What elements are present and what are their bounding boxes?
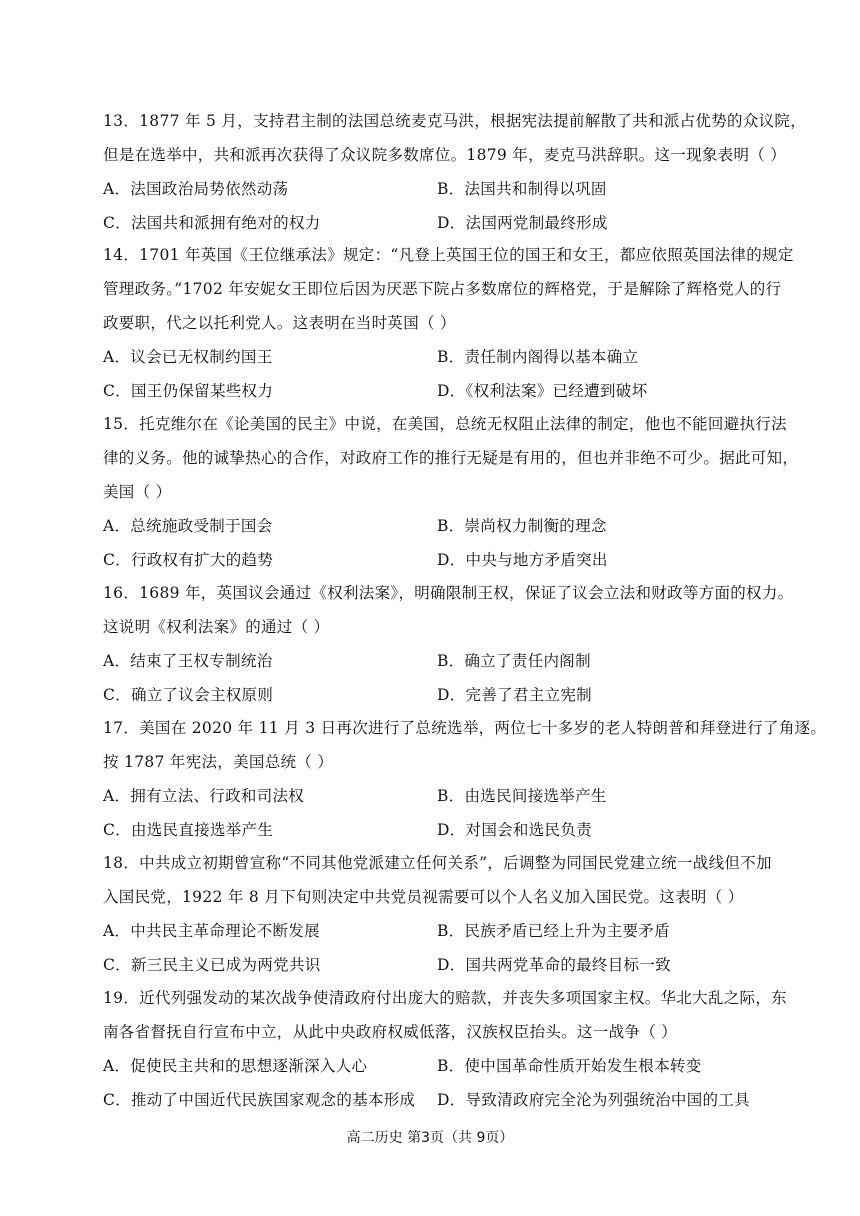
options-row: [103, 779, 763, 813]
question-13: [103, 104, 807, 240]
option-a: A．拥有立法、行政和司法权: [103, 787, 305, 805]
options-row: [103, 678, 763, 712]
question-text-line: 南各省督抚自行宣布中立，从此中央政府权威低落，汉族权臣抬头。这一战争（ ）: [103, 1023, 678, 1041]
option-c: C．行政权有扩大的趋势: [103, 551, 274, 569]
option-b: B．民族矛盾已经上升为主要矛盾: [437, 922, 670, 940]
option-a: A．法国政治局势依然动荡: [103, 180, 289, 198]
options-row: [103, 374, 763, 408]
option-b: B．责任制内阁得以基本确立: [437, 348, 639, 366]
option-a: A．总统施政受制于国会: [103, 517, 273, 535]
question-text-line: 按 1787 年宪法，美国总统（ ）: [103, 753, 334, 771]
option-d: D．《权利法案》已经遭到破坏: [437, 382, 648, 400]
question-text-line: 18．中共成立初期曾宣称“不同其他党派建立任何关系”，后调整为同国民党建立统一战线但不加: [103, 854, 772, 872]
question-text-line: 这说明《权利法案》的通过（ ）: [103, 618, 330, 636]
options-row: [103, 813, 763, 847]
option-c: C．由选民直接选举产生: [103, 821, 274, 839]
question-text-line: 入国民党，1922 年 8 月下旬则决定中共党员视需要可以个人名义加入国民党。这表明（ ）: [103, 888, 744, 906]
question-18: [103, 846, 772, 982]
option-a: A．结束了王权专制统治: [103, 652, 273, 670]
options-row: [103, 1049, 763, 1083]
question-text-line: 但是在选举中，共和派再次获得了众议院多数席位。1879 年，麦克马洪辞职。这一现象表明（ ）: [103, 146, 787, 164]
question-text-line: 17．美国在 2020 年 11 月 3 日再次进行了总统选举，两位七十多岁的老人特朗普和拜登进行了角逐。: [103, 719, 827, 737]
option-d: D．法国两党制最终形成: [437, 214, 608, 232]
options-row: [103, 914, 763, 948]
page-footer: 高二历史 第3页（共 9页）: [346, 1130, 514, 1146]
question-19: [103, 981, 787, 1117]
option-a: A．中共民主革命理论不断发展: [103, 922, 320, 940]
option-b: B．使中国革命性质开始发生根本转变: [437, 1057, 702, 1075]
options-row: [103, 543, 763, 577]
option-b: B．崇尚权力制衡的理念: [437, 517, 607, 535]
options-row: [103, 948, 763, 982]
option-b: B．法国共和制得以巩固: [437, 180, 607, 198]
option-c: C．推动了中国近代民族国家观念的基本形成: [103, 1091, 416, 1109]
question-16: [103, 576, 794, 712]
options-row: [103, 644, 763, 678]
option-a: A．促使民主共和的思想逐渐深入人心: [103, 1057, 368, 1075]
question-15: [103, 407, 799, 577]
option-d: D．完善了君主立宪制: [437, 686, 592, 704]
option-d: D．中央与地方矛盾突出: [437, 551, 608, 569]
question-text-line: 律的义务。他的诚挚热心的合作，对政府工作的推行无疑是有用的，但也并非绝不可少。据此可知，: [103, 449, 799, 467]
option-c: C．法国共和派拥有绝对的权力: [103, 214, 321, 232]
options-row: [103, 509, 763, 543]
question-14: [103, 238, 794, 408]
options-row: [103, 340, 763, 374]
option-b: B．确立了责任内阁制: [437, 652, 591, 670]
option-c: C．确立了议会主权原则: [103, 686, 274, 704]
question-text-line: 15．托克维尔在《论美国的民主》中说，在美国，总统无权阻止法律的制定，他也不能回避执行法: [103, 415, 787, 433]
question-17: [103, 711, 827, 847]
option-d: D．国共两党革命的最终目标一致: [437, 956, 671, 974]
options-row: [103, 206, 763, 240]
question-text-line: 13．1877 年 5 月，支持君主制的法国总统麦克马洪，根据宪法提前解散了共和派占优势的众议院，: [103, 112, 807, 130]
options-row: [103, 172, 763, 206]
question-text-line: 管理政务。”1702 年安妮女王即位后因为厌恶下院占多数席位的辉格党，于是解除了辉格党人的行: [103, 280, 782, 298]
option-d: D．对国会和选民负责: [437, 821, 592, 839]
option-c: C．国王仍保留某些权力: [103, 382, 274, 400]
question-text-line: 19．近代列强发动的某次战争使清政府付出庞大的赔款，并丧失多项国家主权。华北大乱之际，东: [103, 989, 787, 1007]
option-c: C．新三民主义已成为两党共识: [103, 956, 321, 974]
option-d: D．导致清政府完全沦为列强统治中国的工具: [437, 1091, 750, 1109]
option-b: B．由选民间接选举产生: [437, 787, 607, 805]
option-a: A．议会已无权制约国王: [103, 348, 273, 366]
question-text-line: 16．1689 年，英国议会通过《权利法案》，明确限制王权，保证了议会立法和财政等方面的权力。: [103, 584, 794, 602]
question-text-line: 政要职，代之以托利党人。这表明在当时英国（ ）: [103, 314, 456, 332]
question-text-line: 14．1701 年英国《王位继承法》规定：“凡登上英国王位的国王和女王，都应依照英国法律的规定: [103, 246, 794, 264]
options-row: [103, 1083, 763, 1117]
question-text-line: 美国（ ）: [103, 483, 172, 501]
